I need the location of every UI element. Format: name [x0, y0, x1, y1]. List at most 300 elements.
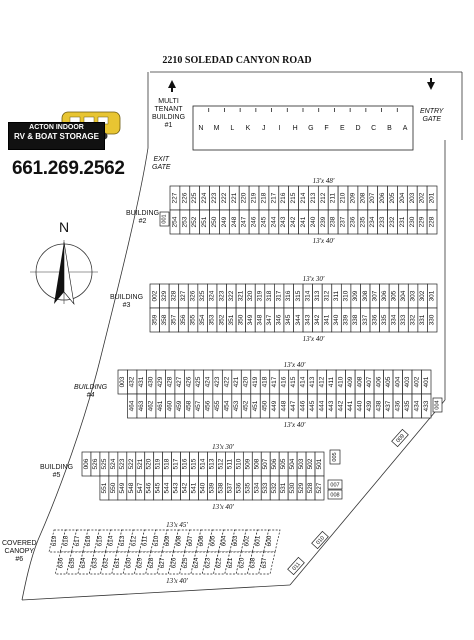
compass-north-label: N — [58, 219, 70, 235]
unit-446: 446 — [299, 400, 307, 412]
unit-231: 231 — [398, 216, 406, 228]
top-row-unit — [194, 370, 203, 394]
top-row-unit — [179, 284, 189, 308]
unit-619: 619 — [51, 535, 59, 547]
unit-548: 548 — [127, 482, 135, 494]
top-row-unit — [163, 452, 172, 476]
bottom-row-unit — [393, 394, 402, 418]
unit-A: A — [402, 125, 408, 132]
top-row-unit — [239, 186, 249, 210]
unit-325: 325 — [199, 290, 207, 302]
unit-614: 614 — [107, 535, 115, 547]
unit-328: 328 — [170, 290, 178, 302]
bottom-row-unit — [198, 308, 208, 332]
unit-627: 627 — [159, 557, 167, 569]
unit-246: 246 — [250, 216, 258, 228]
top-row-unit — [384, 370, 393, 394]
unit-422: 422 — [223, 376, 231, 388]
top-row-unit — [118, 370, 127, 394]
bottom-row-unit — [288, 476, 297, 500]
unit-404: 404 — [394, 376, 402, 388]
top-row-unit — [336, 370, 345, 394]
bottom-row-unit — [207, 476, 216, 500]
top-row-unit — [388, 186, 398, 210]
bottom-row-unit — [246, 308, 256, 332]
unit-622: 622 — [215, 557, 223, 569]
unit-514: 514 — [199, 458, 207, 470]
top-row-unit — [360, 284, 370, 308]
unit-353: 353 — [208, 314, 216, 326]
unit-003: 003 — [119, 376, 127, 388]
unit-429: 429 — [157, 376, 165, 388]
unit-C: C — [371, 125, 377, 132]
building-5 — [82, 450, 342, 500]
unit-D: D — [355, 125, 361, 132]
unit-461: 461 — [157, 400, 165, 412]
unit-543: 543 — [172, 482, 180, 494]
top-row-unit — [127, 452, 136, 476]
unit-436: 436 — [394, 400, 402, 412]
unit-401: 401 — [422, 376, 430, 388]
bottom-row-unit — [412, 394, 421, 418]
bottom-row-unit — [346, 394, 355, 418]
unit-316: 316 — [285, 290, 293, 302]
bottom-row-unit — [163, 476, 172, 500]
top-row-unit — [91, 452, 100, 476]
unit-309: 309 — [352, 290, 360, 302]
unit-218: 218 — [260, 192, 268, 204]
building-5-label: BUILDING #5 — [40, 464, 74, 479]
unit-size-label: 13'x 40' — [302, 335, 325, 343]
unit-447: 447 — [289, 400, 297, 412]
unit-244: 244 — [270, 216, 278, 228]
unit-size-label: 13'x 40' — [166, 577, 188, 585]
top-row-unit — [279, 370, 288, 394]
unit-326: 326 — [189, 290, 197, 302]
bottom-row-unit — [365, 394, 374, 418]
bottom-row-unit — [279, 210, 289, 234]
building-3-label: BUILDING #3 — [110, 294, 144, 309]
unit-434: 434 — [413, 400, 421, 412]
top-row-unit — [338, 186, 348, 210]
unit-L: L — [230, 125, 235, 132]
top-row-unit — [308, 370, 317, 394]
unit-456: 456 — [204, 400, 212, 412]
unit-201: 201 — [428, 192, 436, 204]
unit-238: 238 — [329, 216, 337, 228]
unit-505: 505 — [280, 458, 288, 470]
top-row-unit — [198, 284, 208, 308]
unit-307: 307 — [371, 290, 379, 302]
unit-445: 445 — [308, 400, 316, 412]
unit-334: 334 — [390, 314, 398, 326]
unit-521: 521 — [136, 458, 144, 470]
unit-508: 508 — [253, 458, 261, 470]
bottom-row-unit — [418, 308, 428, 332]
bottom-row-unit — [351, 308, 361, 332]
unit-219: 219 — [250, 192, 258, 204]
unit-600: 600 — [265, 535, 273, 547]
top-row-unit — [188, 284, 198, 308]
unit-634: 634 — [80, 557, 88, 569]
unit-207: 207 — [369, 192, 377, 204]
bottom-row-unit — [328, 210, 338, 234]
unit-531: 531 — [280, 482, 288, 494]
unit-462: 462 — [147, 400, 155, 412]
bottom-row-unit — [360, 308, 370, 332]
unit-M: M — [213, 125, 220, 132]
top-row-unit — [355, 370, 364, 394]
top-row-unit — [317, 370, 326, 394]
unit-439: 439 — [365, 400, 373, 412]
unit-311: 311 — [333, 290, 341, 302]
unit-K: K — [245, 125, 251, 132]
top-row-unit — [136, 452, 145, 476]
unit-206: 206 — [379, 192, 387, 204]
unit-237: 237 — [339, 216, 347, 228]
unit-621: 621 — [226, 557, 234, 569]
unit-235: 235 — [359, 216, 367, 228]
bottom-row-unit — [408, 308, 418, 332]
unit-546: 546 — [145, 482, 153, 494]
unit-251: 251 — [201, 216, 209, 228]
top-row-unit — [279, 452, 288, 476]
bottom-row-unit — [315, 476, 324, 500]
top-row-unit — [298, 370, 307, 394]
top-row-unit — [408, 284, 418, 308]
multi-tenant-label: MULTI TENANT BUILDING #1 — [152, 98, 186, 129]
bottom-row-unit — [289, 210, 299, 234]
top-row-unit — [184, 370, 193, 394]
bottom-row-unit — [175, 394, 184, 418]
bottom-row-unit — [239, 210, 249, 234]
top-row-unit — [200, 186, 210, 210]
unit-420: 420 — [242, 376, 250, 388]
unit-310: 310 — [342, 290, 350, 302]
bottom-row-unit — [260, 394, 269, 418]
top-row-unit — [203, 370, 212, 394]
unit-358: 358 — [160, 314, 168, 326]
unit-626: 626 — [170, 557, 178, 569]
top-row-unit — [241, 370, 250, 394]
top-row-unit — [378, 186, 388, 210]
bottom-row-unit — [118, 476, 127, 500]
unit-428: 428 — [166, 376, 174, 388]
unit-623: 623 — [204, 557, 212, 569]
bottom-row-unit — [380, 308, 390, 332]
unit-624: 624 — [193, 557, 201, 569]
unit-327: 327 — [179, 290, 187, 302]
unit-449: 449 — [271, 400, 278, 412]
unit-629: 629 — [136, 557, 144, 569]
logo-line1: ACTON INDOOR — [29, 124, 84, 131]
unit-608: 608 — [175, 535, 183, 547]
top-row-unit — [274, 284, 284, 308]
top-row-unit — [199, 452, 208, 476]
logo-badge — [8, 122, 105, 150]
unit-011: 011 — [291, 561, 302, 572]
bottom-row-unit — [399, 308, 409, 332]
unit-415: 415 — [289, 376, 297, 388]
unit-341: 341 — [323, 314, 331, 326]
unit-208: 208 — [359, 192, 367, 204]
unit-528: 528 — [307, 482, 315, 494]
unit-357: 357 — [170, 314, 178, 326]
top-row-unit — [217, 284, 227, 308]
unit-516: 516 — [181, 458, 189, 470]
top-row-unit — [219, 186, 229, 210]
exit-arrow-icon — [427, 78, 435, 90]
unit-202: 202 — [418, 192, 426, 204]
unit-625: 625 — [181, 557, 189, 569]
unit-223: 223 — [211, 192, 218, 204]
unit-442: 442 — [337, 400, 345, 412]
unit-305: 305 — [390, 290, 398, 302]
unit-527: 527 — [316, 482, 324, 494]
bottom-row-unit — [299, 210, 309, 234]
bottom-row-unit — [378, 210, 388, 234]
extra-unit — [330, 450, 340, 464]
top-row-unit — [236, 284, 246, 308]
unit-312: 312 — [323, 290, 331, 302]
unit-535: 535 — [244, 482, 252, 494]
unit-613: 613 — [118, 535, 126, 547]
unit-453: 453 — [233, 400, 241, 412]
bottom-row-unit — [294, 308, 304, 332]
unit-250: 250 — [211, 216, 218, 228]
unit-616: 616 — [85, 535, 93, 547]
unit-454: 454 — [223, 400, 231, 412]
unit-501: 501 — [316, 458, 324, 470]
bottom-row-unit — [422, 394, 431, 418]
top-row-unit — [422, 370, 431, 394]
unit-345: 345 — [285, 314, 293, 326]
building-6 — [49, 530, 280, 574]
unit-416: 416 — [280, 376, 288, 388]
north-arrow-icon — [64, 242, 74, 304]
bottom-row-unit — [210, 210, 220, 234]
top-row-unit — [370, 284, 380, 308]
unit-332: 332 — [409, 314, 417, 326]
unit-424: 424 — [204, 376, 212, 388]
extra-unit — [328, 480, 342, 489]
unit-408: 408 — [356, 376, 364, 388]
unit-419: 419 — [252, 376, 260, 388]
bottom-row-unit — [179, 308, 189, 332]
unit-617: 617 — [73, 535, 81, 547]
unit-247: 247 — [240, 216, 248, 228]
unit-524: 524 — [109, 458, 117, 470]
unit-321: 321 — [237, 290, 245, 302]
bottom-row-unit — [227, 308, 237, 332]
bottom-row-unit — [234, 476, 243, 500]
top-row-unit — [100, 452, 109, 476]
unit-217: 217 — [270, 192, 278, 204]
unit-306: 306 — [380, 290, 388, 302]
unit-size-label: 13'x 30' — [212, 443, 234, 451]
unit-350: 350 — [237, 314, 245, 326]
unit-319: 319 — [256, 290, 264, 302]
unit-006: 006 — [82, 458, 90, 470]
company-logo — [8, 108, 130, 154]
unit-241: 241 — [300, 216, 307, 228]
bottom-row-unit — [219, 210, 229, 234]
top-row-unit — [255, 284, 265, 308]
unit-520: 520 — [145, 458, 153, 470]
top-row-unit — [365, 370, 374, 394]
bottom-row-unit — [269, 210, 279, 234]
unit-507: 507 — [262, 458, 270, 470]
unit-323: 323 — [218, 290, 226, 302]
top-row-unit — [399, 284, 409, 308]
unit-F: F — [324, 125, 329, 132]
unit-302: 302 — [419, 290, 427, 302]
bottom-row-unit — [308, 210, 318, 234]
unit-220: 220 — [240, 192, 248, 204]
unit-506: 506 — [271, 458, 279, 470]
unit-317: 317 — [275, 290, 283, 302]
top-row-unit — [210, 186, 220, 210]
unit-313: 313 — [313, 290, 321, 302]
unit-637: 637 — [260, 557, 268, 569]
bottom-row-unit — [279, 394, 288, 418]
unit-517: 517 — [172, 458, 180, 470]
unit-224: 224 — [201, 192, 209, 204]
unit-N: N — [198, 125, 204, 132]
bottom-row-unit — [136, 476, 145, 500]
unit-209: 209 — [349, 192, 357, 204]
unit-544: 544 — [163, 482, 171, 494]
unit-221: 221 — [230, 192, 238, 204]
unit-232: 232 — [389, 216, 396, 228]
top-row-unit — [303, 284, 313, 308]
unit-538: 538 — [217, 482, 225, 494]
unit-611: 611 — [141, 535, 149, 547]
unit-407: 407 — [365, 376, 373, 388]
unit-519: 519 — [154, 458, 162, 470]
bottom-row-unit — [318, 210, 328, 234]
unit-347: 347 — [266, 314, 274, 326]
top-row-unit — [229, 186, 239, 210]
unit-303: 303 — [409, 290, 417, 302]
unit-G: G — [308, 125, 314, 132]
unit-229: 229 — [418, 216, 426, 228]
unit-630: 630 — [125, 557, 133, 569]
unit-460: 460 — [166, 400, 174, 412]
unit-540: 540 — [199, 482, 207, 494]
unit-356: 356 — [179, 314, 187, 326]
unit-464: 464 — [128, 400, 136, 412]
unit-435: 435 — [403, 400, 411, 412]
top-row-unit — [328, 186, 338, 210]
unit-342: 342 — [313, 314, 321, 326]
top-row-unit — [261, 452, 270, 476]
unit-529: 529 — [298, 482, 306, 494]
unit-427: 427 — [176, 376, 184, 388]
unit-205: 205 — [389, 192, 396, 204]
building-1-outline — [193, 106, 413, 150]
unit-253: 253 — [181, 216, 189, 228]
unit-526: 526 — [91, 458, 99, 470]
unit-511: 511 — [226, 458, 234, 470]
unit-628: 628 — [147, 557, 155, 569]
unit-536: 536 — [235, 482, 243, 494]
top-row-unit — [82, 452, 91, 476]
bottom-row-unit — [389, 308, 399, 332]
unit-225: 225 — [191, 192, 199, 204]
bottom-row-unit — [100, 476, 109, 500]
unit-216: 216 — [280, 192, 288, 204]
bottom-row-unit — [427, 308, 437, 332]
unit-size-label: 13'x 45' — [166, 521, 188, 529]
bottom-row-unit — [146, 394, 155, 418]
unit-227: 227 — [171, 192, 179, 204]
phone-number[interactable]: 661.269.2562 — [12, 158, 125, 179]
top-row-unit — [346, 370, 355, 394]
top-row-unit — [289, 186, 299, 210]
unit-H: H — [292, 125, 298, 132]
top-row-unit — [246, 284, 256, 308]
unit-550: 550 — [109, 482, 117, 494]
top-row-unit — [150, 284, 160, 308]
unit-203: 203 — [408, 192, 416, 204]
top-row-unit — [327, 370, 336, 394]
unit-007: 007 — [330, 482, 340, 489]
unit-213: 213 — [309, 192, 317, 204]
unit-638: 638 — [249, 557, 257, 569]
top-row-unit — [170, 186, 180, 210]
unit-502: 502 — [307, 458, 315, 470]
unit-336: 336 — [371, 314, 379, 326]
unit-239: 239 — [319, 216, 327, 228]
bottom-row-unit — [217, 308, 227, 332]
top-row-unit — [294, 284, 304, 308]
bottom-row-unit — [397, 210, 407, 234]
unit-631: 631 — [113, 557, 121, 569]
bottom-row-unit — [216, 476, 225, 500]
outer-unit — [312, 531, 329, 548]
unit-632: 632 — [102, 557, 110, 569]
unit-size-label: 13'x 40' — [312, 237, 335, 245]
top-row-unit — [259, 186, 269, 210]
unit-243: 243 — [280, 216, 288, 228]
unit-411: 411 — [327, 376, 335, 388]
bottom-row-unit — [297, 476, 306, 500]
top-row-unit — [341, 284, 351, 308]
bottom-row-unit — [180, 210, 190, 234]
unit-344: 344 — [294, 314, 302, 326]
unit-318: 318 — [266, 290, 274, 302]
top-row-unit — [389, 284, 399, 308]
unit-size-label: 13'x 48' — [312, 177, 335, 185]
bottom-row-unit — [255, 308, 265, 332]
bottom-row-unit — [313, 308, 323, 332]
bottom-row-unit — [222, 394, 231, 418]
canopy-6-label: COVERED CANOPY #6 — [2, 540, 37, 563]
bottom-row-unit — [284, 308, 294, 332]
unit-204: 204 — [398, 192, 406, 204]
bottom-row-unit — [355, 394, 364, 418]
bottom-row-unit — [200, 210, 210, 234]
bottom-row-unit — [172, 476, 181, 500]
bottom-row-unit — [170, 210, 180, 234]
entry-gate-label: ENTRY GATE — [420, 108, 444, 123]
unit-615: 615 — [96, 535, 104, 547]
bottom-row-unit — [338, 210, 348, 234]
unit-413: 413 — [308, 376, 316, 388]
unit-510: 510 — [235, 458, 243, 470]
unit-I: I — [278, 125, 281, 132]
